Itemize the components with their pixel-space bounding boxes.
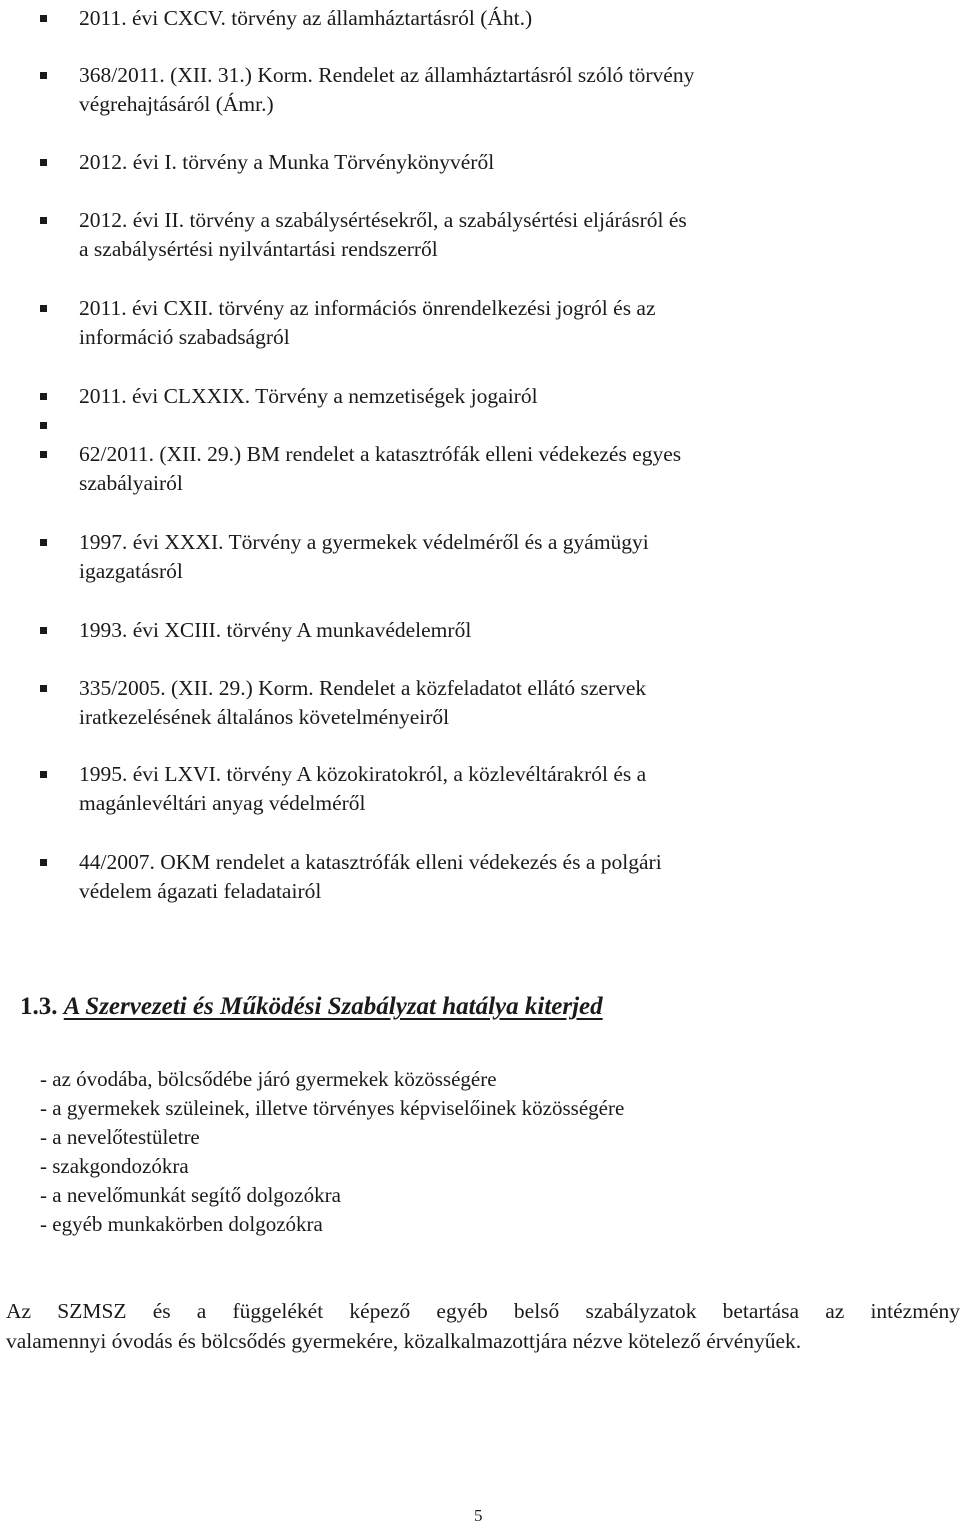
list-item: - a gyermekek szüleinek, illetve törvényes képviselőinek közösségére: [40, 1096, 625, 1120]
list-item: - az óvodába, bölcsődébe járó gyermekek közösségére: [40, 1067, 497, 1091]
list-item: - a nevelőmunkát segítő dolgozókra: [40, 1183, 341, 1207]
section-heading: [20, 990, 603, 1024]
section-number: 1.3.: [20, 993, 58, 1020]
paragraph-line: Az SZMSZ és a függelékét képező egyéb belső szabályzatok betartása az intézmény: [6, 1299, 960, 1323]
list-item-text: 335/2005. (XII. 29.) Korm. Rendelet a közfeladatot ellátó szervek iratkezelésének általános követelményeiről: [79, 676, 647, 729]
scope-paragraph: [6, 1296, 960, 1356]
list-item: - egyéb munkakörben dolgozókra: [40, 1212, 323, 1236]
list-item-text: 2011. évi CXCV. törvény az államháztartásról (Áht.): [79, 6, 533, 30]
list-item-text: 1995. évi LXVI. törvény A közokiratokról, a közlevéltárakról és a magánlevéltári anyag védelméről: [79, 762, 647, 815]
square-bullet-icon: [40, 539, 47, 546]
square-bullet-icon: [40, 859, 47, 866]
paragraph-line: valamennyi óvodás és bölcsődés gyermekére, közalkalmazottjára nézve kötelező érvényűek.: [6, 1329, 802, 1353]
list-item-text: 1993. évi XCIII. törvény A munkavédelemről: [79, 618, 472, 642]
square-bullet-icon: [40, 72, 47, 79]
list-item-text: 2011. évi CXII. törvény az információs önrendelkezési jogról és az információ szabadságról: [79, 296, 656, 349]
square-bullet-icon: [40, 159, 47, 166]
list-item-text: 368/2011. (XII. 31.) Korm. Rendelet az államháztartásról szóló törvény végrehajtásáról (Ámr.): [79, 63, 695, 116]
scope-list: [40, 1065, 940, 1239]
square-bullet-icon: [40, 627, 47, 634]
page-number: 5: [474, 1506, 483, 1525]
list-item-text: 2012. évi II. törvény a szabálysértésekről, a szabálysértési eljárásról és a szabálysértési nyilvántartási rendszerről: [79, 208, 687, 261]
list-item-text: 1997. évi XXXI. Törvény a gyermekek védelméről és a gyámügyi igazgatásról: [79, 530, 649, 583]
square-bullet-icon: [40, 15, 47, 22]
list-item: - a nevelőtestületre: [40, 1125, 200, 1149]
square-bullet-icon: [40, 771, 47, 778]
list-item-text: 2011. évi CLXXIX. Törvény a nemzetiségek jogairól: [79, 384, 538, 408]
square-bullet-icon: [40, 305, 47, 312]
list-item-text: 2012. évi I. törvény a Munka Törvénykönyvéről: [79, 150, 495, 174]
square-bullet-icon: [40, 422, 47, 429]
square-bullet-icon: [40, 685, 47, 692]
list-item-text: 62/2011. (XII. 29.) BM rendelet a katasztrófák elleni védekezés egyes szabályairól: [79, 442, 682, 495]
section-title: A Szervezeti és Működési Szabályzat hatálya kiterjed: [63, 993, 603, 1020]
square-bullet-icon: [40, 451, 47, 458]
square-bullet-icon: [40, 217, 47, 224]
square-bullet-icon: [40, 393, 47, 400]
list-item-text: 44/2007. OKM rendelet a katasztrófák elleni védekezés és a polgári védelem ágazati feladatairól: [79, 850, 662, 903]
list-item: - szakgondozókra: [40, 1154, 189, 1178]
